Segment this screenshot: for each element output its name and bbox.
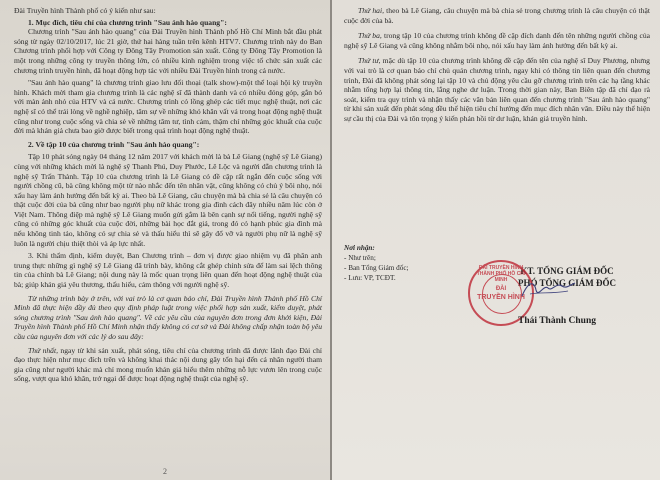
intro-line: Đài Truyền hình Thành phố có ý kiến như sau: bbox=[14, 6, 156, 15]
fourth-point-text: mặc dù tập 10 của chương trình không đề cập đến tên của nghệ sĩ Duy Phương, nhưng với vai trò là cơ quan báo chí chủ quản chương trình, ngay khi có thông tin liên quan đến chương trình, Đài đã không phát sóng lại tập 10 và chủ động yêu cầu gỡ chương trình trên các hạ tầng khác nhằm tổng hợp lại thông tin, lắng nghe dư luận. Trong thời gian này, Ban Biên tập đã chỉ đạo rà soát, kiểm tra quy trình và nhận thấy các văn bản liên quan đến chương trình "Sau ánh hào quang" từ khi sản xuất đến phát sóng đều thể hiện tiêu chí hướng đến mục đích nhân văn. Điều này thể hiện sự cầu thị của Đài và tôn trọng ý kiến phản hồi từ dư luận, khán giả truyền hình. bbox=[344, 56, 650, 123]
page-number: 2 bbox=[163, 467, 167, 476]
first-point-text: ngay từ khi sản xuất, phát sóng, tiêu chí của chương trình đã được lãnh đạo Đài chỉ đạo thực hiện như mục đích trên và không khai thác nội dung gây tổn hại đến cá nhân người tham gia cũng như người khác mà chỉ mong muốn khán giả hiểu thêm những nỗ lực vươn lên trong cuộc sống, vượt qua khó khăn, trở ngại để được hoạt động nghệ thuật của nghệ sỹ. bbox=[14, 345, 322, 384]
second-point-paragraph bbox=[344, 6, 650, 25]
second-point-label: Thứ hai, bbox=[358, 6, 384, 15]
signer-name: Thái Thành Chung bbox=[518, 316, 596, 326]
first-point-label: Thứ nhất, bbox=[28, 345, 58, 355]
third-point-label: Thứ ba, bbox=[358, 31, 382, 41]
fourth-point-paragraph bbox=[344, 56, 650, 123]
recipient-item: - Lưu: VP, TCĐT. bbox=[344, 274, 396, 282]
seal-center-text-2: TRUYỀN HÌNH bbox=[477, 294, 525, 301]
section-1-paragraph-2: "Sau ánh hào quang" là chương trình giao lưu đối thoại (talk show)-một thể loại hội kỳ truyền hình. Khách mời tham gia chương trình là các nghệ sĩ đã thành danh và có nhiều đóng góp, gắn bó với màn ảnh nhỏ của HTV và cả nước. Chương trình có lồng ghép các tiết mục nghệ thuật, nơi các nghệ sĩ có thể trải lòng về nghề nghiệp, tâm sự về những khó khăn vất vả trong hoạt động nghệ thuật cũng như trong cuộc sống và chia sẻ về những tâm tư, tình cảm, thậm chí những góc khuất của cuộc đời mà khán giả chưa bao giờ được biết trong quá trình hoạt động nghệ thuật. bbox=[14, 78, 322, 136]
third-point-text: trong tập 10 của chương trình không đề cập đích danh đến tên những người chồng của nghệ sỹ Lê Giang và cũng không nhằm bôi nhọ, nói xấu hay làm ảnh hưởng đến bất kỳ ai. bbox=[344, 31, 650, 50]
seal-center-text-1: ĐÀI bbox=[495, 286, 507, 292]
second-point-text: theo bà Lê Giang, câu chuyện mà bà chia sẻ trong chương trình là câu chuyện có thật cuộc đời của bà. bbox=[344, 6, 650, 25]
recipients-label: Nơi nhận: bbox=[344, 244, 375, 252]
recipient-item: - Như trên; bbox=[344, 254, 376, 262]
document-page-right bbox=[332, 0, 660, 480]
section-1-heading: 1. Mục đích, tiêu chí của chương trình "Sau ánh hào quang": bbox=[28, 17, 227, 27]
signature-title-1: KT. TỔNG GIÁM ĐỐC bbox=[520, 266, 614, 276]
fourth-point-label: Thứ tư, bbox=[358, 56, 381, 66]
section-3-paragraph-1: 3. Khi thẩm định, kiểm duyệt, Ban Chương trình – đơn vị được giao nhiệm vụ đã phân anh trung thực những gì nghệ sỹ Lê Giang đã trình bày, không cắt ghép chỉnh sửa để làm sai lệch thông tin của chính bà Lê Giang; nội dung này là mốc quan trọng liên quan đến hoạt động nghệ thuật của bà; giúp khán giả yêu thương, thấu hiểu, cảm thông với người nghệ sỹ. bbox=[14, 251, 322, 290]
section-3-paragraph-3 bbox=[14, 346, 322, 384]
section-3-paragraph-2: Từ những trình bày ở trên, với vai trò là cơ quan báo chí, Đài Truyền hình Thành phố Hồ Chí Minh đã thực hiện đầy đủ theo quy định pháp luật trong việc phối hợp sản xuất, kiểm duyệt, phát sóng chương trình "Sau ánh hào quang". Về các yêu cầu của nguyên đơn trong đơn khởi kiện, Đài Truyền hình Thành phố Hồ Chí Minh nhận thấy không có cơ sở và Đài không chấp nhận toàn bộ yêu cầu của nguyên đơn với các lý do sau đây: bbox=[14, 293, 322, 341]
section-2-heading: 2. Về tập 10 của chương trình "Sau ánh hào quang": bbox=[28, 139, 200, 149]
handwritten-signature bbox=[518, 276, 578, 304]
signature-title-2: PHÓ TỔNG GIÁM ĐỐC bbox=[517, 278, 617, 288]
recipients-block bbox=[344, 243, 484, 283]
recipient-item: - Ban Tổng Giám đốc; bbox=[344, 264, 409, 272]
third-point-paragraph bbox=[344, 31, 650, 50]
section-1-paragraph-1: Chương trình "Sau ánh hào quang" của Đài Truyền hình Thành phố Hồ Chí Minh bắt đầu phát sóng từ ngày 02/10/2017, lúc 21 giờ, thứ hai hàng tuần trên kênh HTV7. Chương trình này do Ban Chương trình phối hợp với Công ty Đông Tây Promotion sản xuất. Công ty Đông Tây Promotion là một trong những công ty truyền thông lớn, có nhiều kinh nghiệm trong việc tổ chức sản xuất các chương trình truyền hình, đã hoạt động hợp tác với nhiều Đài Truyền hình trong cả nước. bbox=[14, 27, 322, 75]
seal-ring-text: ĐÀI TRUYỀN HÌNH THÀNH PHỐ HỒ CHÍ MINH bbox=[476, 265, 526, 283]
section-2-paragraph-1: Tập 10 phát sóng ngày 04 tháng 12 năm 2017 với khách mời là bà Lê Giang (nghệ sỹ Lê Giang) cùng với những khách mời là nghệ sỹ Thanh Phú, Duy Phước, Lê Lộc và người dẫn chương trình là nghệ sỹ Trấn Thành. Tập 10 của chương trình là Lê Giang có đề cập rất ngắn đến cuộc sống với người chồng cũ, bà cũng không một từ nào nhắc đến tên nhân vật, cũng không có chủ ý bôi nhọ, nói xấu hay làm ảnh hưởng đến bất kỳ ai. Theo bà Lê Giang, câu chuyện mà bà chia sẻ là câu chuyện có thật cuộc đời của bà cũng như bao người phụ nữ khác trong gia đình cách đây nhiều năm lúc còn ở Việt Nam. Thông điệp mà nghệ sỹ Lê Giang muốn gửi gắm là bên cạnh sự nổi tiếng, người nghệ sỹ cũng có những góc khuất của cuộc đời, những bài học đắt giá, trong đó có hạnh phúc gia đình mà nếu không tinh tảo, không có sự chia sẻ và thấu hiểu thì sẽ gây đổ vỡ và người phụ nữ là nghệ sỹ luôn là người chịu thiệt thòi và áp lực nhất. bbox=[14, 152, 322, 248]
